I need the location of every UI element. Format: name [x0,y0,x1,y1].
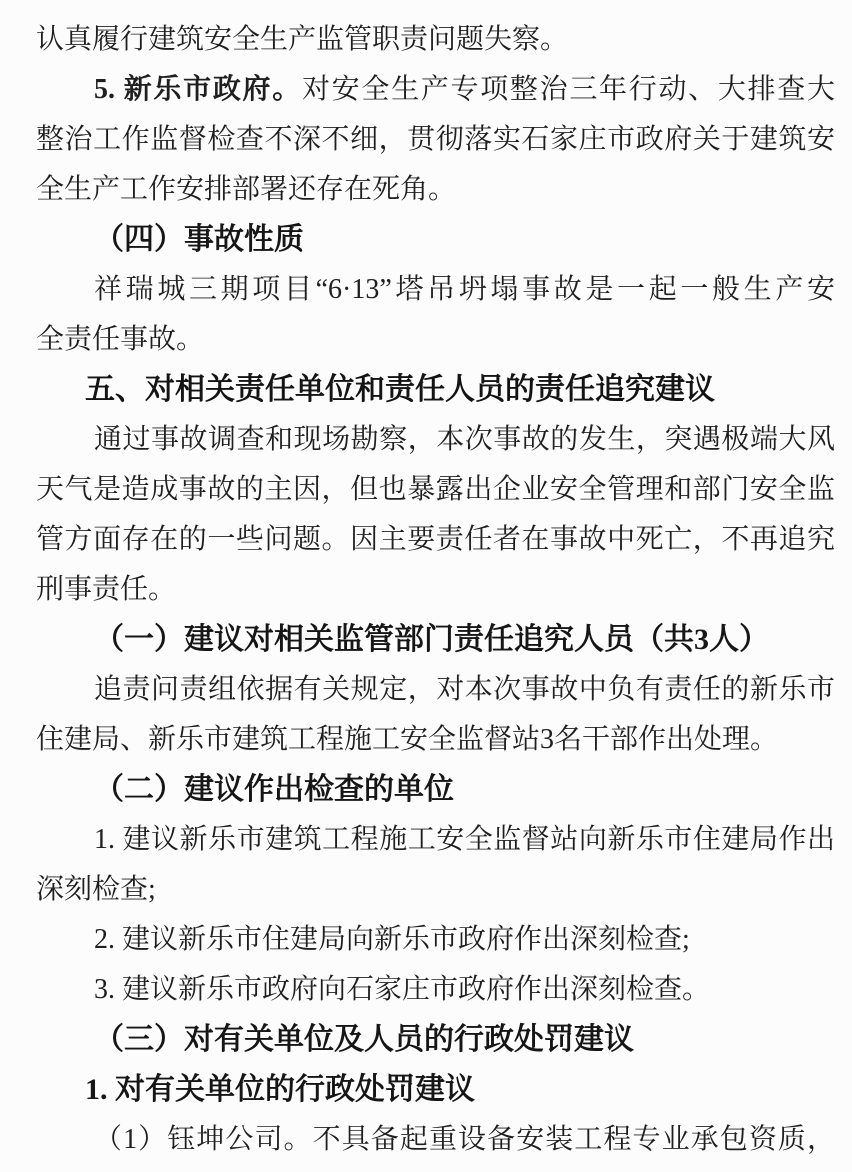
paragraph-line: 整治工作监督检查不深不细，贯彻落实石家庄市政府关于建筑安 [36,124,835,155]
heading-inspection-units: （二）建议作出检查的单位 [94,773,454,806]
paragraph-line: （1）钰坤公司。不具备起重设备安装工程专业承包资质， [94,1124,835,1155]
paragraph-line-bold-lead [36,65,835,115]
numbered-item-line: 1. 建议新乐市建筑工程施工安全监督站向新乐市住建局作出 [94,824,835,855]
subheading-unit-penalty: 1. 对有关单位的行政处罚建议 [85,1073,475,1106]
heading-accountability-personnel: （一）建议对相关监管部门责任追究人员（共3人） [94,623,769,656]
numbered-item-line: 3. 建议新乐市政府向石家庄市政府作出深刻检查。 [94,974,711,1005]
paragraph-line: 祥瑞城三期项目“6·13”塔吊坍塌事故是一起一般生产安 [94,274,835,305]
paragraph-line: 通过事故调查和现场勘察，本次事故的发生，突遇极端大风 [94,424,835,455]
paragraph-line: 管方面存在的一些问题。因主要责任者在事故中死亡，不再追究 [36,524,835,555]
numbered-item-line: 2. 建议新乐市住建局向新乐市政府作出深刻检查; [94,924,690,955]
paragraph-text: 对安全生产专项整治三年行动、大排查大 [301,74,835,105]
heading-chapter-five: 五、对相关责任单位和责任人员的责任追究建议 [85,373,715,406]
list-item-label-xinle-government: 5. 新乐市政府。 [94,74,302,105]
paragraph-line: 天气是造成事故的主因，但也暴露出企业安全管理和部门安全监 [36,474,835,505]
paragraph-line: 追责问责组依据有关规定，对本次事故中负有责任的新乐市 [94,674,835,705]
paragraph-line: 认真履行建筑安全生产监管职责问题失察。 [36,24,569,55]
heading-administrative-penalty: （三）对有关单位及人员的行政处罚建议 [94,1023,634,1056]
heading-accident-nature: （四）事故性质 [94,223,304,256]
paragraph-line: 刑事责任。 [36,574,177,605]
numbered-item-continuation: 深刻检查; [36,874,156,905]
paragraph-line: 住建局、新乐市建筑工程施工安全监督站3名干部作出处理。 [36,724,779,755]
paragraph-line: 全生产工作安排部署还存在死角。 [36,174,457,205]
paragraph-line: 全责任事故。 [36,324,205,355]
